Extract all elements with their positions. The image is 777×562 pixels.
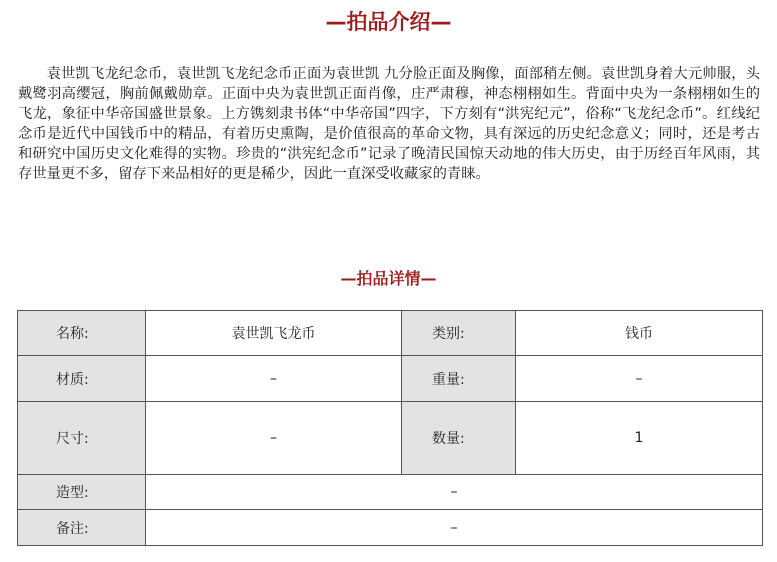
category-label: 类别: (402, 311, 516, 356)
category-value: 钱币 (516, 311, 763, 356)
table-row-remarks (18, 510, 763, 546)
details-table (17, 310, 763, 546)
intro-paragraph: 袁世凯飞龙纪念币，袁世凯飞龙纪念币正面为袁世凯 九分脸正面及胸像，面部稍左侧。袁世凯身着大元帅服，头戴鹭羽高缨冠，胸前佩戴勋章。正面中央为袁世凯正面肖像，庄严肃穆，神态栩栩如生。背面中央为一条栩栩如生的飞龙，象征中华帝国盛世景象。上方镌刻隶书体“中华帝国”四字，下方刻有“洪宪纪元”，俗称“飞龙纪念币”。红线纪念币是近代中国钱币中的精品，有着历史熏陶，是价值很高的革命文物，具有深远的历史纪念意义；同时，还是考古和研究中国历史文化难得的实物。珍贵的“洪宪纪念币”记录了晚清民国惊天动地的伟大历史，由于历经百年风雨，其存世量更不多，留存下来品相好的更是稀少，因此一直深受收藏家的青睐。 (18, 66, 760, 182)
table-row-material-weight (18, 356, 763, 402)
details-section-title: —拍品详情— (340, 269, 437, 288)
shape-value: – (146, 475, 763, 510)
table-row-name-category (18, 311, 763, 356)
intro-section-title: —拍品介绍— (325, 10, 452, 34)
table-row-size-quantity (18, 402, 763, 475)
name-label: 名称: (18, 311, 146, 356)
weight-label: 重量: (402, 356, 516, 402)
weight-value: – (516, 356, 763, 402)
material-label: 材质: (18, 356, 146, 402)
shape-label: 造型: (18, 475, 146, 510)
remarks-label: 备注: (18, 510, 146, 546)
size-label: 尺寸: (18, 402, 146, 475)
quantity-value: 1 (516, 402, 763, 475)
name-value: 袁世凯飞龙币 (146, 311, 402, 356)
size-value: – (146, 402, 402, 475)
table-row-shape (18, 475, 763, 510)
material-value: – (146, 356, 402, 402)
remarks-value: – (146, 510, 763, 546)
quantity-label: 数量: (402, 402, 516, 475)
